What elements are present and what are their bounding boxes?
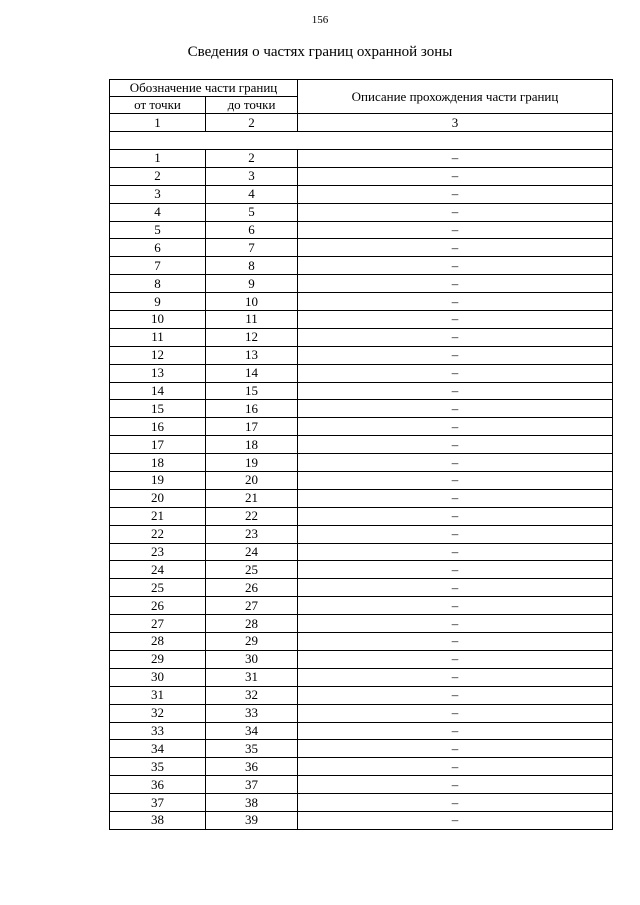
table-row [110, 561, 613, 579]
cell-from-point: 36 [110, 776, 206, 794]
table-row [110, 525, 613, 543]
cell-to-point: 32 [206, 686, 298, 704]
cell-from-point: 29 [110, 650, 206, 668]
table-row [110, 758, 613, 776]
cell-description: – [298, 400, 613, 418]
table-row [110, 239, 613, 257]
cell-description: – [298, 597, 613, 615]
cell-from-point: 20 [110, 489, 206, 507]
cell-description: – [298, 758, 613, 776]
cell-from-point: 23 [110, 543, 206, 561]
table-row [110, 633, 613, 651]
cell-description: – [298, 615, 613, 633]
table-row [110, 686, 613, 704]
cell-from-point: 24 [110, 561, 206, 579]
column-number: 1 [110, 114, 206, 132]
cell-description: – [298, 454, 613, 472]
cell-description: – [298, 167, 613, 185]
cell-to-point: 2 [206, 150, 298, 168]
table-row [110, 293, 613, 311]
cell-from-point: 19 [110, 472, 206, 490]
cell-description: – [298, 776, 613, 794]
cell-from-point: 8 [110, 275, 206, 293]
cell-from-point: 2 [110, 167, 206, 185]
cell-to-point: 24 [206, 543, 298, 561]
table-row [110, 275, 613, 293]
cell-description: – [298, 507, 613, 525]
table-row [110, 543, 613, 561]
cell-description: – [298, 185, 613, 203]
table-row [110, 221, 613, 239]
cell-from-point: 13 [110, 364, 206, 382]
cell-description: – [298, 275, 613, 293]
table-row [110, 668, 613, 686]
cell-description: – [298, 382, 613, 400]
table-row [110, 167, 613, 185]
cell-description: – [298, 650, 613, 668]
cell-description: – [298, 489, 613, 507]
table-row [110, 328, 613, 346]
cell-from-point: 22 [110, 525, 206, 543]
cell-description: – [298, 525, 613, 543]
table-row [110, 615, 613, 633]
cell-to-point: 26 [206, 579, 298, 597]
header-boundary-designation: Обозначение части границ [110, 80, 298, 97]
table-row [110, 722, 613, 740]
cell-from-point: 4 [110, 203, 206, 221]
table-row [110, 597, 613, 615]
table-row [110, 382, 613, 400]
cell-from-point: 32 [110, 704, 206, 722]
table-row [110, 311, 613, 329]
cell-from-point: 28 [110, 633, 206, 651]
cell-from-point: 14 [110, 382, 206, 400]
cell-to-point: 35 [206, 740, 298, 758]
table-row [110, 776, 613, 794]
cell-from-point: 6 [110, 239, 206, 257]
header-from-point: от точки [110, 97, 206, 114]
cell-to-point: 15 [206, 382, 298, 400]
page-number: 156 [311, 14, 329, 26]
cell-from-point: 12 [110, 346, 206, 364]
cell-from-point: 10 [110, 311, 206, 329]
cell-description: – [298, 686, 613, 704]
cell-description: – [298, 794, 613, 812]
cell-from-point: 35 [110, 758, 206, 776]
document-title: Сведения о частях границ охранной зоны [187, 44, 453, 60]
table-row [110, 740, 613, 758]
cell-from-point: 21 [110, 507, 206, 525]
cell-description: – [298, 543, 613, 561]
cell-description: – [298, 668, 613, 686]
table-row [110, 436, 613, 454]
header-description: Описание прохождения части границ [298, 80, 613, 114]
cell-description: – [298, 328, 613, 346]
cell-description: – [298, 346, 613, 364]
cell-description: – [298, 293, 613, 311]
cell-from-point: 16 [110, 418, 206, 436]
table-row [110, 257, 613, 275]
table-row [110, 507, 613, 525]
cell-from-point: 17 [110, 436, 206, 454]
cell-from-point: 33 [110, 722, 206, 740]
cell-to-point: 23 [206, 525, 298, 543]
cell-to-point: 36 [206, 758, 298, 776]
table-row [110, 794, 613, 812]
cell-to-point: 7 [206, 239, 298, 257]
cell-to-point: 8 [206, 257, 298, 275]
cell-to-point: 13 [206, 346, 298, 364]
cell-description: – [298, 704, 613, 722]
cell-to-point: 39 [206, 811, 298, 829]
table-row [110, 704, 613, 722]
cell-from-point: 15 [110, 400, 206, 418]
table-row [110, 185, 613, 203]
cell-description: – [298, 561, 613, 579]
cell-to-point: 31 [206, 668, 298, 686]
cell-from-point: 25 [110, 579, 206, 597]
cell-to-point: 17 [206, 418, 298, 436]
table-row [110, 811, 613, 829]
cell-description: – [298, 203, 613, 221]
blank-row [110, 132, 613, 150]
cell-to-point: 21 [206, 489, 298, 507]
cell-to-point: 6 [206, 221, 298, 239]
cell-description: – [298, 740, 613, 758]
cell-to-point: 30 [206, 650, 298, 668]
cell-from-point: 9 [110, 293, 206, 311]
cell-from-point: 7 [110, 257, 206, 275]
cell-description: – [298, 633, 613, 651]
cell-to-point: 19 [206, 454, 298, 472]
cell-to-point: 38 [206, 794, 298, 812]
cell-description: – [298, 722, 613, 740]
table-row [110, 472, 613, 490]
column-number: 2 [206, 114, 298, 132]
cell-from-point: 11 [110, 328, 206, 346]
cell-from-point: 5 [110, 221, 206, 239]
cell-description: – [298, 579, 613, 597]
cell-to-point: 4 [206, 185, 298, 203]
cell-to-point: 29 [206, 633, 298, 651]
column-number: 3 [298, 114, 613, 132]
cell-description: – [298, 257, 613, 275]
table-row [110, 150, 613, 168]
cell-to-point: 11 [206, 311, 298, 329]
table-body [110, 150, 613, 830]
table-row [110, 203, 613, 221]
cell-description: – [298, 472, 613, 490]
cell-to-point: 25 [206, 561, 298, 579]
cell-from-point: 38 [110, 811, 206, 829]
cell-to-point: 14 [206, 364, 298, 382]
cell-to-point: 5 [206, 203, 298, 221]
cell-to-point: 20 [206, 472, 298, 490]
boundary-parts-table [109, 79, 613, 830]
cell-from-point: 26 [110, 597, 206, 615]
cell-to-point: 9 [206, 275, 298, 293]
table-row [110, 364, 613, 382]
cell-to-point: 34 [206, 722, 298, 740]
table-row [110, 489, 613, 507]
cell-from-point: 18 [110, 454, 206, 472]
cell-to-point: 16 [206, 400, 298, 418]
cell-from-point: 34 [110, 740, 206, 758]
cell-to-point: 12 [206, 328, 298, 346]
table-row [110, 346, 613, 364]
cell-to-point: 37 [206, 776, 298, 794]
cell-description: – [298, 811, 613, 829]
cell-from-point: 31 [110, 686, 206, 704]
cell-from-point: 37 [110, 794, 206, 812]
cell-from-point: 30 [110, 668, 206, 686]
table-row [110, 454, 613, 472]
table-row [110, 418, 613, 436]
cell-to-point: 22 [206, 507, 298, 525]
cell-from-point: 3 [110, 185, 206, 203]
cell-to-point: 10 [206, 293, 298, 311]
cell-description: – [298, 311, 613, 329]
cell-description: – [298, 418, 613, 436]
cell-description: – [298, 239, 613, 257]
table-row [110, 579, 613, 597]
cell-from-point: 27 [110, 615, 206, 633]
cell-to-point: 33 [206, 704, 298, 722]
cell-to-point: 3 [206, 167, 298, 185]
cell-from-point: 1 [110, 150, 206, 168]
cell-description: – [298, 436, 613, 454]
cell-description: – [298, 221, 613, 239]
table-row [110, 400, 613, 418]
cell-to-point: 27 [206, 597, 298, 615]
cell-to-point: 28 [206, 615, 298, 633]
cell-to-point: 18 [206, 436, 298, 454]
table-row [110, 650, 613, 668]
cell-description: – [298, 364, 613, 382]
header-to-point: до точки [206, 97, 298, 114]
cell-description: – [298, 150, 613, 168]
